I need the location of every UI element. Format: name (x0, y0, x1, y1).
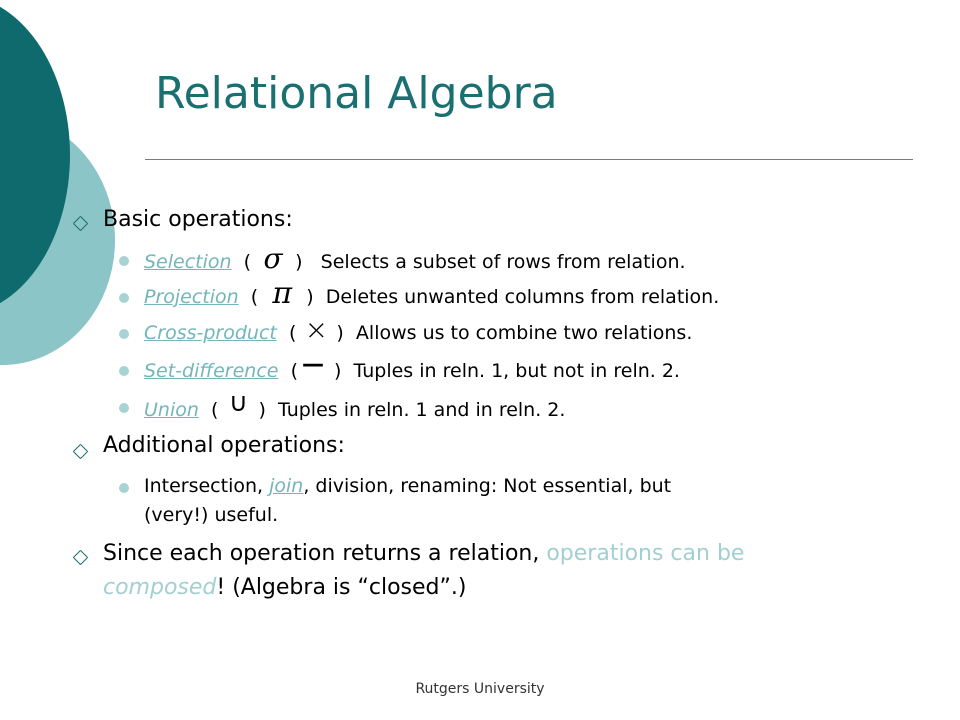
square-bullet-icon (73, 444, 89, 460)
operation-row-selection: Selection ( σ ) Selects a subset of rows from relation. (144, 242, 686, 275)
bullet-dot-icon (119, 329, 129, 339)
operation-row-projection: Projection ( π ) Deletes unwanted columns from relation. (144, 276, 720, 311)
additional-operations-line-2: (very!) useful. (144, 504, 279, 526)
selection-description: Selects a subset of rows from relation. (320, 251, 686, 273)
union-symbol-icon: ∪ (228, 388, 248, 418)
composition-suffix: ! (Algebra is “closed”.) (216, 575, 467, 600)
sigma-symbol-icon: σ (263, 242, 283, 275)
bullet-dot-icon (119, 483, 129, 493)
set-difference-description: Tuples in reln. 1, but not in reln. 2. (353, 360, 680, 382)
operation-row-union: Union ( ∪ ) Tuples in reln. 1 and in reln. 2. (144, 388, 566, 421)
section-heading-additional-operations: Additional operations: (103, 433, 345, 458)
selection-link[interactable]: Selection (144, 251, 232, 273)
cross-product-symbol-icon: × (304, 313, 329, 346)
minus-symbol-icon: — (301, 352, 324, 377)
title-divider (145, 159, 913, 160)
bullet-dot-icon (119, 293, 129, 303)
projection-description: Deletes unwanted columns from relation. (325, 286, 720, 308)
join-link[interactable]: join (269, 475, 304, 497)
slide-footer: Rutgers University (415, 681, 545, 697)
bullet-dot-icon (119, 366, 129, 376)
union-link[interactable]: Union (144, 399, 199, 421)
square-bullet-icon (73, 550, 89, 566)
composition-line-2 (103, 574, 467, 602)
bullet-dot-icon (119, 256, 129, 266)
composition-prefix: Since each operation returns a relation, (103, 541, 547, 566)
section-heading-basic-operations: Basic operations: (103, 207, 293, 232)
cross-product-description: Allows us to combine two relations. (355, 322, 693, 344)
union-description: Tuples in reln. 1 and in reln. 2. (277, 399, 566, 421)
set-difference-link[interactable]: Set-difference (144, 360, 279, 382)
composition-highlight-2: composed (103, 575, 217, 600)
composition-highlight-1: operations can be (546, 541, 745, 566)
operation-row-set-difference: Set-difference ( — ) Tuples in reln. 1, but not in reln. 2. (144, 352, 680, 382)
cross-product-link[interactable]: Cross-product (144, 322, 277, 344)
additional-suffix: , division, renaming: Not essential, but (303, 475, 672, 497)
projection-link[interactable]: Projection (144, 286, 239, 308)
additional-operations-line-1 (144, 474, 671, 498)
pi-symbol-icon: π (272, 276, 293, 311)
bullet-dot-icon (119, 403, 129, 413)
slide-title: Relational Algebra (155, 68, 558, 119)
operation-row-cross-product: Cross-product ( × ) Allows us to combine two relations. (144, 313, 693, 346)
additional-prefix: Intersection, (144, 475, 270, 497)
composition-line-1 (103, 540, 744, 568)
